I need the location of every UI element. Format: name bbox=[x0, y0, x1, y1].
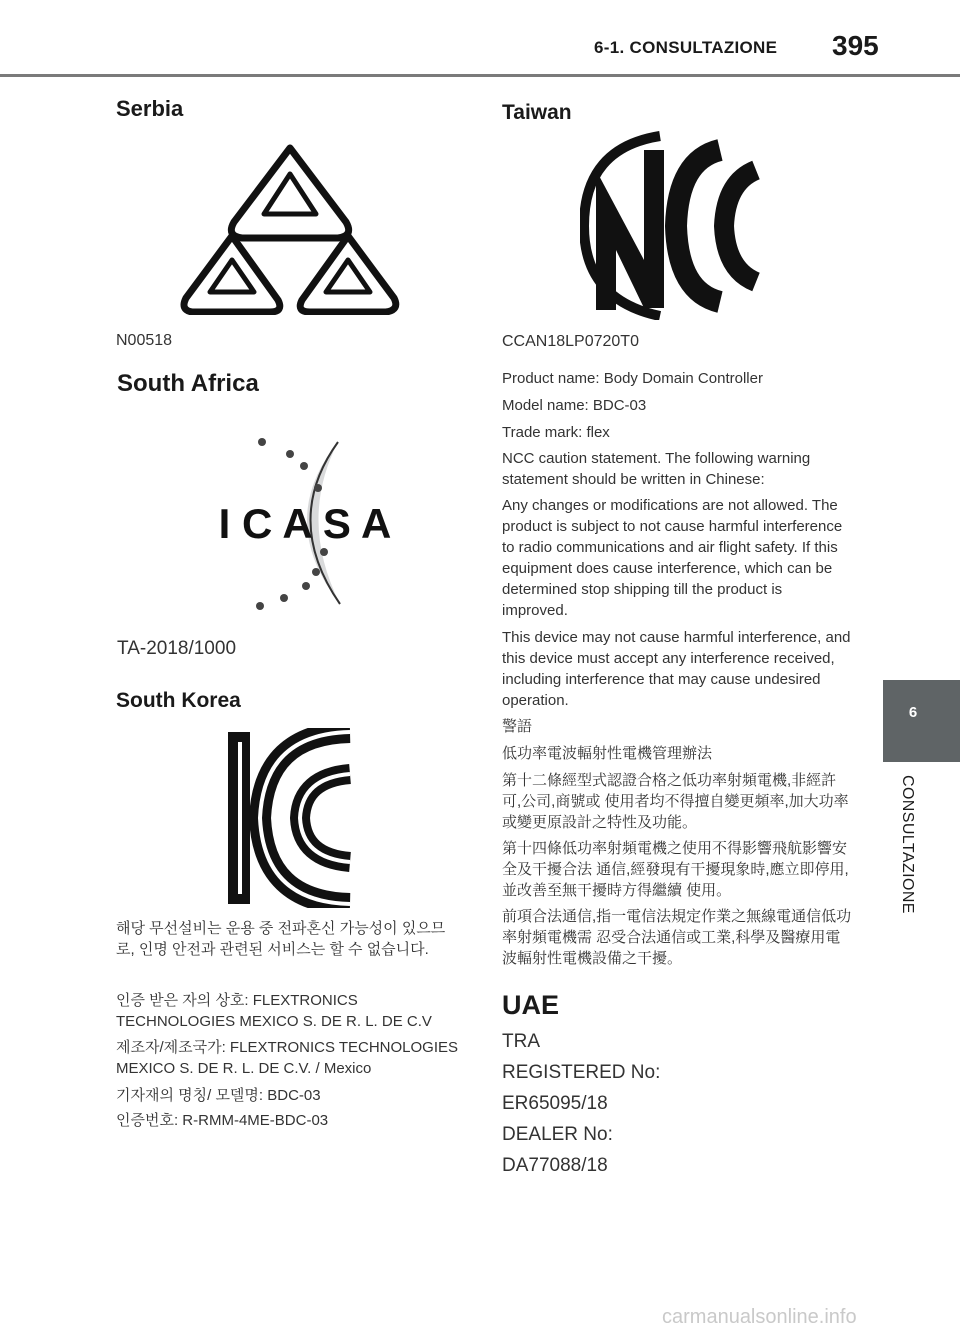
heading-taiwan: Taiwan bbox=[502, 101, 572, 124]
heading-south-korea: South Korea bbox=[116, 689, 241, 712]
south-africa-code: TA-2018/1000 bbox=[117, 638, 237, 659]
header-rule bbox=[0, 74, 960, 77]
taiwan-interference-notice: This device may not cause harmful interference, and this device must accept any interference received, including interference that may cause undesired operation. bbox=[502, 629, 851, 709]
taiwan-article-12: 第十二條經型式認證合格之低功率射頻電機,非經許可,公司,商號或 使用者均不得擅自變更頻率,加大功率或變更原設計之特性及功能。 bbox=[502, 772, 849, 831]
serbia-certification-logo bbox=[178, 140, 403, 315]
korea-cert-number: 인증번호: R-RMM-4ME-BDC-03 bbox=[116, 1112, 329, 1129]
uae-authority: TRA bbox=[502, 1031, 540, 1052]
section-title: 6-1. CONSULTAZIONE bbox=[594, 38, 778, 57]
heading-south-africa: South Africa bbox=[117, 370, 259, 397]
uae-dealer-number: DA77088/18 bbox=[502, 1155, 608, 1176]
korea-manufacturer: 제조자/제조국가: FLEXTRONICS TECHNOLOGIES MEXICO S. DE R. L. DE C.V. / Mexico bbox=[116, 1039, 459, 1077]
taiwan-trade-mark: Trade mark: flex bbox=[502, 424, 610, 441]
watermark: carmanualsonline.info bbox=[662, 1306, 857, 1328]
taiwan-model-name: Model name: BDC-03 bbox=[502, 397, 647, 414]
taiwan-article-14: 第十四條低功率射頻電機之使用不得影響飛航影響安全及干擾合法 通信,經發現有干擾現象時,應立即停用,並改善至無干擾時方得繼續 使用。 bbox=[502, 840, 849, 899]
chapter-label: CONSULTAZIONE bbox=[899, 775, 916, 914]
taiwan-changes-warning: Any changes or modifications are not allowed. The product is subject to not cause harmful interference to radio communications and air flight safety. If this equipment does cause interference, which can be determined stop shipping till the product is improved. bbox=[502, 497, 843, 619]
heading-serbia: Serbia bbox=[116, 96, 184, 121]
uae-registered-number: ER65095/18 bbox=[502, 1093, 608, 1114]
taiwan-product-name: Product name: Body Domain Controller bbox=[502, 370, 763, 387]
uae-registered-label: REGISTERED No: bbox=[502, 1062, 661, 1083]
page-number: 395 bbox=[832, 30, 879, 61]
korea-warning: 해당 무선설비는 운용 중 전파혼신 가능성이 있으므로, 인명 안전과 관련된 서비스는 할 수 없습니다. bbox=[116, 920, 446, 958]
chapter-tab[interactable] bbox=[883, 680, 960, 762]
taiwan-legal-communications: 前項合法通信,指一電信法規定作業之無線電通信低功率射頻電機需 忍受合法通信或工業,科學及醫療用電波輻射性電機設備之干擾。 bbox=[502, 908, 852, 967]
taiwan-warning-label: 警語 bbox=[502, 718, 533, 735]
korea-certificate-holder: 인증 받은 자의 상호: FLEXTRONICS TECHNOLOGIES MEXICO S. DE R. L. DE C.V bbox=[116, 992, 432, 1030]
heading-uae: UAE bbox=[502, 990, 560, 1020]
uae-dealer-label: DEALER No: bbox=[502, 1124, 613, 1145]
taiwan-ncc-statement: NCC caution statement. The following warning statement should be written in Chinese: bbox=[502, 450, 811, 488]
icasa-logo bbox=[200, 432, 410, 612]
serbia-code: N00518 bbox=[116, 332, 173, 349]
chapter-number: 6 bbox=[908, 704, 918, 721]
korea-model: 기자재의 명칭/ 모델명: BDC-03 bbox=[116, 1087, 321, 1104]
taiwan-regulation-title: 低功率電波輻射性電機管理辦法 bbox=[502, 745, 713, 762]
icasa-logo-text: I C A S A bbox=[218, 500, 392, 547]
taiwan-code: CCAN18LP0720T0 bbox=[502, 333, 639, 350]
ncc-logo bbox=[580, 130, 770, 320]
kc-mark-logo bbox=[224, 728, 354, 908]
